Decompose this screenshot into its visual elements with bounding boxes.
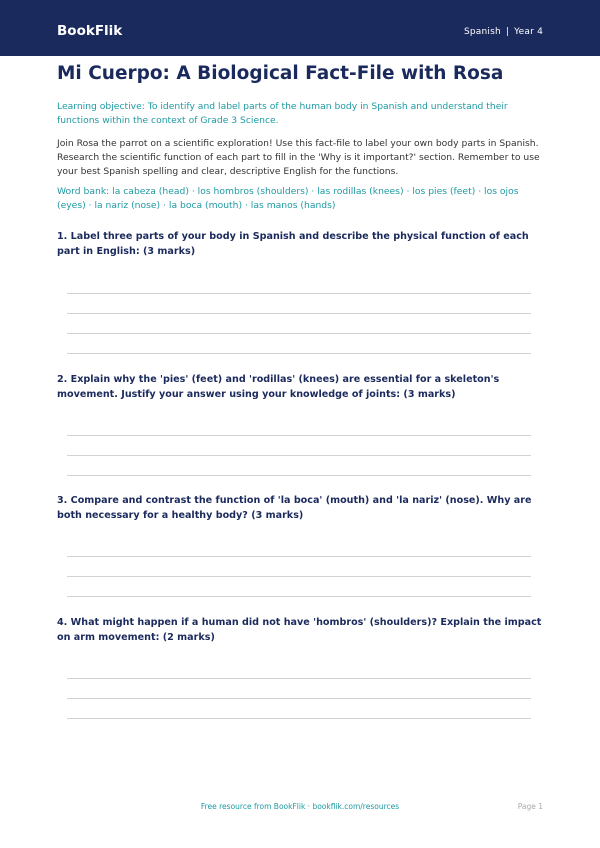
brand-logo: BookFlik bbox=[57, 23, 123, 39]
question-3: 3. Compare and contrast the function of 'la boca' (mouth) and 'la nariz' (nose). Why are both necessary for a healthy body? (3 marks) bbox=[57, 495, 532, 521]
answer-line[interactable] bbox=[67, 313, 531, 314]
answer-line[interactable] bbox=[67, 455, 531, 456]
answer-line[interactable] bbox=[67, 353, 531, 354]
subject-label: Spanish bbox=[463, 27, 501, 37]
answer-line[interactable] bbox=[67, 293, 531, 294]
year-label: Year 4 bbox=[514, 27, 543, 37]
subject-year-label bbox=[464, 27, 543, 37]
answer-line[interactable] bbox=[67, 596, 531, 597]
answer-line[interactable] bbox=[67, 698, 531, 699]
answer-line[interactable] bbox=[67, 333, 531, 334]
page-header bbox=[0, 0, 600, 56]
word-bank: Word bank: la cabeza (head) · los hombros (shoulders) · las rodillas (knees) · los pies (feet) · los ojos (eyes) · la nariz (nose) · la boca (mouth) · las manos (hands) bbox=[57, 186, 519, 211]
answer-line[interactable] bbox=[67, 435, 531, 436]
intro-text: Join Rosa the parrot on a scientific exploration! Use this fact-file to label your own body parts in Spanish. Research the scientific function of each part to fill in the 'Why is it important?' section. Remember to use your best Spanish spelling and clear, descriptive English for the functions. bbox=[57, 138, 540, 177]
question-2: 2. Explain why the 'pies' (feet) and 'rodillas' (knees) are essential for a skeleton's movement. Justify your answer using your knowledge of joints: (3 marks) bbox=[57, 374, 500, 400]
answer-line[interactable] bbox=[67, 556, 531, 557]
question-1: 1. Label three parts of your body in Spanish and describe the physical function of each part in English: (3 marks) bbox=[57, 231, 529, 257]
page-title: Mi Cuerpo: A Biological Fact-File with Rosa bbox=[57, 63, 504, 84]
separator: | bbox=[505, 27, 510, 37]
answer-line[interactable] bbox=[67, 576, 531, 577]
answer-line[interactable] bbox=[67, 678, 531, 679]
footer-credit[interactable]: Free resource from BookFlik · bookflik.com/resources bbox=[200, 802, 400, 811]
answer-line[interactable] bbox=[67, 718, 531, 719]
page-number: Page 1 bbox=[517, 802, 543, 811]
answer-line[interactable] bbox=[67, 475, 531, 476]
question-4: 4. What might happen if a human did not have 'hombros' (shoulders)? Explain the impact on arm movement: (2 marks) bbox=[57, 617, 542, 643]
learning-objective: Learning objective: To identify and label parts of the human body in Spanish and understand their functions within the context of Grade 3 Science. bbox=[57, 101, 508, 126]
